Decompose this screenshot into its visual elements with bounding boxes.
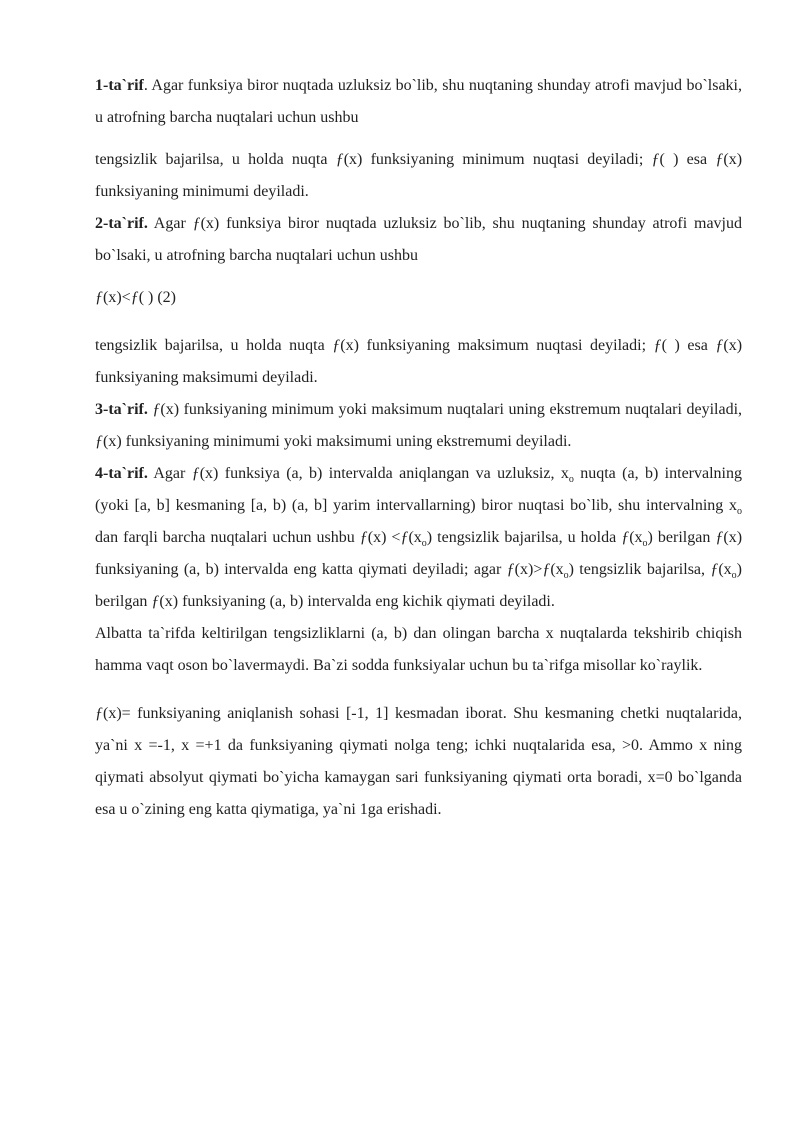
- text-run: (x) funksiyaning minimumi yoki maksimumi uning ekstremumi deyiladi.: [103, 433, 572, 450]
- function-symbol: ƒ: [152, 401, 161, 418]
- text-run: ) tengsizlik bajarilsa, u holda: [426, 529, 622, 546]
- function-symbol: ƒ: [95, 289, 103, 306]
- text-run: (x) funksiyaning minimum yoki maksimum nuqtalari uning ekstremum nuqtalari deyiladi,: [160, 401, 743, 418]
- definition-4-paragraph: [95, 458, 742, 618]
- function-symbol: ƒ: [130, 289, 139, 306]
- function-symbol: ƒ: [359, 529, 368, 546]
- text-run: tengsizlik bajarilsa, u holda nuqta: [95, 337, 333, 354]
- text-run: (x: [550, 561, 564, 578]
- text-run: (x) funksiyaning (a, b) intervalda eng katta qiymati deyiladi; agar: [95, 529, 743, 578]
- text-run: ) berilgan: [95, 561, 742, 610]
- function-symbol: ƒ: [653, 337, 662, 354]
- function-symbol: ƒ: [651, 151, 660, 168]
- definition-4-title: 4-ta`rif.: [95, 465, 148, 482]
- function-symbol: ƒ: [715, 151, 724, 168]
- function-symbol: ƒ: [542, 561, 551, 578]
- text-run: ( ) (2): [138, 289, 176, 306]
- example-paragraph: [95, 698, 742, 826]
- function-symbol: ƒ: [506, 561, 515, 578]
- function-symbol: ƒ: [332, 337, 341, 354]
- function-symbol: ƒ: [621, 529, 630, 546]
- subscript: o: [568, 474, 574, 485]
- function-symbol: ƒ: [715, 337, 724, 354]
- text-run: dan farqli barcha nuqtalari uchun ushbu: [95, 529, 360, 546]
- text-run: (x)= funksiyaning aniqlanish sohasi [-1, 1] kesmadan iborat. Shu kesmaning chetki nuqtalarida, ya`ni x =-1, x =+1 da funksiyaning qiymati nolga teng; ichki nuqtalarida esa, >0. Ammo x ning qiymati absolyut qiymati bo`yicha kamaygan sari funksiyaning qiymati orta boradi, x=0 bo`lganda esa u o`zining eng katta qiymatiga, ya`ni 1ga erishadi.: [95, 705, 742, 818]
- maximum-paragraph: [95, 330, 742, 394]
- text-run: (x) <: [367, 529, 401, 546]
- text-run: nuqta (a, b) intervalning (yoki [a, b] kesmaning [a, b) (a, b] yarim intervallarning) biror nuqtasi bo`lib, shu intervalning x: [95, 465, 742, 514]
- definition-2-paragraph: [95, 208, 742, 272]
- subscript: o: [421, 538, 427, 549]
- function-symbol: ƒ: [95, 433, 103, 450]
- function-symbol: ƒ: [715, 529, 724, 546]
- subscript: o: [737, 506, 742, 517]
- text-run: (x: [629, 529, 643, 546]
- remark-paragraph: [95, 618, 742, 682]
- definition-1-paragraph: [95, 70, 742, 134]
- text-run: (x) funksiyaning minimum nuqtasi deyiladi;: [343, 151, 652, 168]
- function-symbol: ƒ: [400, 529, 409, 546]
- text-run: (x) funksiyaning maksimum nuqtasi deyiladi;: [340, 337, 654, 354]
- text-run: ( ) esa: [659, 151, 716, 168]
- document-page: [95, 70, 742, 826]
- function-symbol: ƒ: [95, 705, 103, 722]
- function-symbol: ƒ: [710, 561, 719, 578]
- definition-3-paragraph: [95, 394, 742, 458]
- function-symbol: ƒ: [191, 465, 200, 482]
- text-run: ) tengsizlik bajarilsa,: [568, 561, 711, 578]
- minimum-paragraph: [95, 144, 742, 208]
- text-run: (x) funksiya (a, b) intervalda aniqlangan va uzluksiz, x: [199, 465, 569, 482]
- text-run: (x)>: [514, 561, 543, 578]
- text-run: Albatta ta`rifda keltirilgan tengsizliklarni (a, b) dan olingan barcha x nuqtalarda tekshirib chiqish hamma vaqt oson bo`lavermaydi. Ba`zi sodda funksiyalar uchun bu ta`rifga misollar ko`raylik.: [95, 625, 742, 674]
- definition-1-title: 1-ta`rif: [95, 77, 144, 94]
- inequality-2: [95, 282, 742, 314]
- text-run: Agar: [147, 215, 193, 232]
- text-run: ( ) esa: [661, 337, 716, 354]
- text-run: tengsizlik bajarilsa, u holda nuqta: [95, 151, 336, 168]
- text-run: (x) funksiyaning (a, b) intervalda eng kichik qiymati deyiladi.: [159, 593, 555, 610]
- text-run: (x: [408, 529, 422, 546]
- subscript: o: [731, 570, 737, 581]
- subscript: o: [563, 570, 569, 581]
- subscript: o: [642, 538, 648, 549]
- text-run: Agar: [147, 465, 192, 482]
- text-run: ) berilgan: [647, 529, 716, 546]
- definition-3-title: 3-ta`rif.: [95, 401, 148, 418]
- function-symbol: ƒ: [335, 151, 344, 168]
- text-run: (x) funksiyaning minimumi deyiladi.: [95, 151, 743, 200]
- definition-2-title: 2-ta`rif.: [95, 215, 148, 232]
- text-run: (x) funksiyaning maksimumi deyiladi.: [95, 337, 743, 386]
- text-run: (x: [718, 561, 732, 578]
- text-run: (x) funksiya biror nuqtada uzluksiz bo`lib, shu nuqtaning shunday atrofi mavjud bo`lsaki, u atrofning barcha nuqtalari uchun ushbu: [95, 215, 742, 264]
- text-run: (x)<: [103, 289, 131, 306]
- function-symbol: ƒ: [192, 215, 201, 232]
- function-symbol: ƒ: [151, 593, 160, 610]
- definition-1-text: . Agar funksiya biror nuqtada uzluksiz bo`lib, shu nuqtaning shunday atrofi mavjud bo`lsaki, u atrofning barcha nuqtalari uchun ushbu: [95, 77, 742, 126]
